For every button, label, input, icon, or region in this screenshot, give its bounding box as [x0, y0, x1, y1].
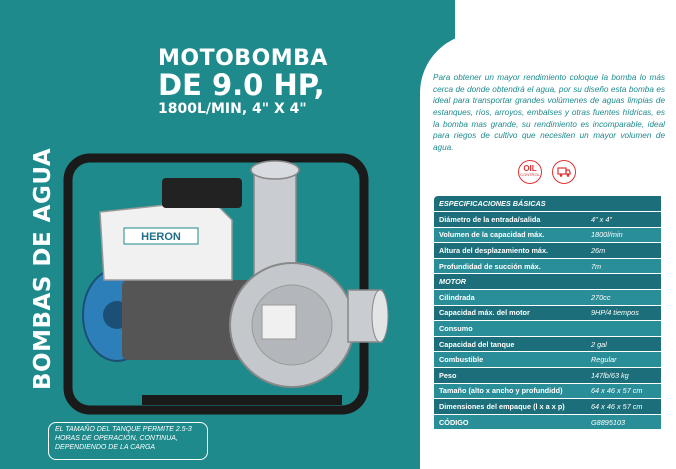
spec-label: Combustible	[434, 352, 586, 368]
spec-value: 1800l/min	[586, 227, 661, 243]
title-line-3: 1800L/MIN, 4" X 4"	[158, 101, 307, 117]
specifications-table	[434, 196, 661, 430]
spec-row	[434, 383, 661, 399]
spec-label: Capacidad máx. del motor	[434, 305, 586, 321]
spec-row	[434, 368, 661, 384]
spec-value: 64 x 46 x 57 cm	[586, 383, 661, 399]
spec-value: 9HP/4 tiempos	[586, 305, 661, 321]
specs-section-header	[434, 274, 661, 290]
category-label: BOMBAS DE AGUA	[30, 147, 56, 390]
spec-row	[434, 414, 661, 430]
spec-value: G8895103	[586, 414, 661, 430]
spec-label: Diámetro de la entrada/salida	[434, 212, 586, 228]
spec-value: 64 x 46 x 57 cm	[586, 399, 661, 415]
spec-value: 270cc	[586, 290, 661, 306]
spec-value: 7m	[586, 258, 661, 274]
spec-label: MOTOR	[434, 274, 586, 290]
spec-label: Altura del desplazamiento máx.	[434, 243, 586, 259]
spec-row	[434, 258, 661, 274]
title-line-1: MOTOBOMBA	[158, 46, 328, 71]
spec-label: Cilindrada	[434, 290, 586, 306]
spec-label: Volumen de la capacidad máx.	[434, 227, 586, 243]
spec-row	[434, 305, 661, 321]
spec-value: Regular	[586, 352, 661, 368]
feature-icons	[518, 160, 576, 184]
specs-header	[434, 196, 661, 212]
tank-callout	[48, 422, 208, 460]
spec-label: Profundidad de succión máx.	[434, 258, 586, 274]
spec-value: 4" x 4"	[586, 212, 661, 228]
spec-row	[434, 352, 661, 368]
spec-row	[434, 212, 661, 228]
spec-label: Consumo	[434, 321, 586, 337]
spec-value: 147lb/63 kg	[586, 368, 661, 384]
spec-value: 2 gal	[586, 336, 661, 352]
spec-value	[586, 274, 661, 290]
transport-icon	[552, 160, 576, 184]
spec-row	[434, 336, 661, 352]
oil-control-icon: OIL CONTROL	[518, 160, 542, 184]
callout-text: EL TAMAÑO DEL TANQUE PERMITE 2.5-3 HORAS DE OPERACIÓN, CONTINUA, DEPENDIENDO DE LA CARGA	[55, 426, 192, 451]
spec-row	[434, 399, 661, 415]
spec-label: Dimensiones del empaque (l x a x p)	[434, 399, 586, 415]
water-pump-image	[62, 140, 392, 420]
title-line-2: DE 9.0 HP,	[158, 68, 325, 102]
spec-label: Peso	[434, 368, 586, 384]
spec-row	[434, 290, 661, 306]
brand-logo: HERON	[141, 231, 181, 243]
spec-value: 26m	[586, 243, 661, 259]
spec-row	[434, 227, 661, 243]
spec-row	[434, 243, 661, 259]
spec-label: Tamaño (alto x ancho y profundidd)	[434, 383, 586, 399]
spec-label: CÓDIGO	[434, 414, 586, 430]
spec-row	[434, 321, 661, 337]
specs-header-label: ESPECIFICACIONES BÁSICAS	[434, 196, 661, 212]
product-title	[158, 48, 328, 116]
spec-value	[586, 321, 661, 337]
product-description: Para obtener un mayor rendimiento coloque la bomba lo más cerca de donde obtendrá el agua, por su diseño esta bomba es ideal para transportar grandes volúmenes de aguas limpias de estanques, ríos, arroyos, embalses y otras fuentes hídricas, es la bomba mas grande, su rendimiento es incomparable, ideal para riegos de cultivo que necesiten un mayor volumen de agua.	[433, 73, 665, 152]
spec-label: Capacidad del tanque	[434, 336, 586, 352]
